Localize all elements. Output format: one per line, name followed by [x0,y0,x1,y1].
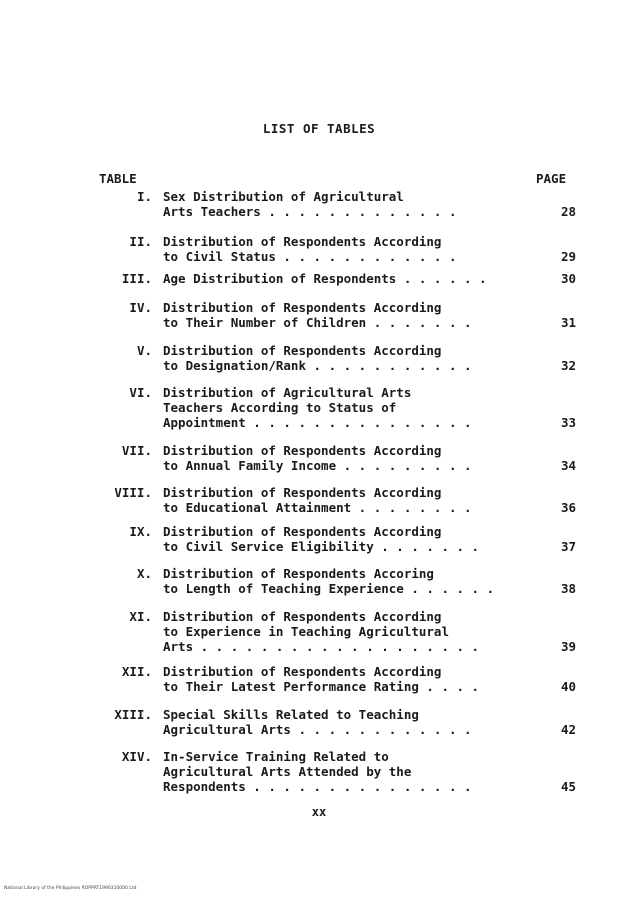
page-number: xx [311,805,327,819]
caption-line: to Their Number of Children . . . . . . . [163,315,472,330]
page-ref: 42 [561,722,577,737]
caption-line: to Length of Teaching Experience . . . . . . [163,581,495,596]
caption-line: Distribution of Respondents According [163,664,442,679]
caption-line: Special Skills Related to Teaching [163,707,419,722]
table-caption [163,385,543,430]
caption-line: Distribution of Respondents According [163,300,442,315]
table-caption [163,271,543,286]
caption-line: Distribution of Agricultural Arts [163,385,412,400]
library-stamp: National Library of the Philippines ROPPRT1990310000 Ltd [4,886,137,891]
caption-line: Arts Teachers . . . . . . . . . . . . . [163,204,457,219]
page-ref: 36 [561,500,577,515]
page-ref: 38 [561,581,577,596]
table-caption [163,566,543,596]
caption-line: Distribution of Respondents According [163,609,442,624]
page-title: LIST OF TABLES [262,121,376,136]
table-number: IX. [129,524,152,539]
table-number: XI. [129,609,152,624]
table-number: X. [136,566,152,581]
caption-line: Distribution of Respondents According [163,443,442,458]
caption-line: Distribution of Respondents According [163,343,442,358]
caption-line: Distribution of Respondents According [163,485,442,500]
table-number: V. [136,343,152,358]
table-number: XII. [121,664,152,679]
page-ref: 31 [561,315,577,330]
table-caption [163,443,543,473]
table-number: III. [121,271,152,286]
caption-line: Distribution of Respondents Accoring [163,566,434,581]
table-caption [163,749,543,794]
page-column-header: PAGE [536,171,567,186]
caption-line: In-Service Training Related to [163,749,389,764]
table-caption [163,485,543,515]
table-caption [163,343,543,373]
table-number: I. [136,189,152,204]
table-caption [163,609,543,654]
table-number: VII. [121,443,152,458]
table-number: VI. [129,385,152,400]
table-column-header: TABLE [99,171,137,186]
page-ref: 40 [561,679,577,694]
caption-line: to Civil Status . . . . . . . . . . . . [163,249,457,264]
caption-line: to Designation/Rank . . . . . . . . . . . [163,358,472,373]
page-ref: 39 [561,639,577,654]
table-number: II. [129,234,152,249]
caption-line: Agricultural Arts Attended by the [163,764,412,779]
table-number: XIII. [114,707,152,722]
caption-line: Agricultural Arts . . . . . . . . . . . . [163,722,472,737]
table-caption [163,189,543,219]
page-ref: 32 [561,358,577,373]
page-ref: 37 [561,539,577,554]
table-caption [163,664,543,694]
table-number: VIII. [114,485,152,500]
page-ref: 45 [561,779,577,794]
table-caption [163,300,543,330]
page-ref: 28 [561,204,577,219]
caption-line: to Experience in Teaching Agricultural [163,624,449,639]
caption-line: to Their Latest Performance Rating . . . . [163,679,480,694]
caption-line: Appointment . . . . . . . . . . . . . . . [163,415,472,430]
table-caption [163,524,543,554]
table-number: XIV. [121,749,152,764]
table-number: IV. [129,300,152,315]
caption-line: Respondents . . . . . . . . . . . . . . . [163,779,472,794]
caption-line: Teachers According to Status of [163,400,397,415]
caption-line: to Educational Attainment . . . . . . . . [163,500,472,515]
table-caption [163,707,543,737]
caption-line: Age Distribution of Respondents . . . . . . [163,271,487,286]
caption-line: to Annual Family Income . . . . . . . . . [163,458,472,473]
table-caption [163,234,543,264]
page-ref: 33 [561,415,577,430]
page-ref: 29 [561,249,577,264]
caption-line: Sex Distribution of Agricultural [163,189,404,204]
page-ref: 34 [561,458,577,473]
caption-line: Distribution of Respondents According [163,234,442,249]
page-ref: 30 [561,271,577,286]
caption-line: to Civil Service Eligibility . . . . . . . [163,539,480,554]
caption-line: Arts . . . . . . . . . . . . . . . . . . . [163,639,480,654]
caption-line: Distribution of Respondents According [163,524,442,539]
